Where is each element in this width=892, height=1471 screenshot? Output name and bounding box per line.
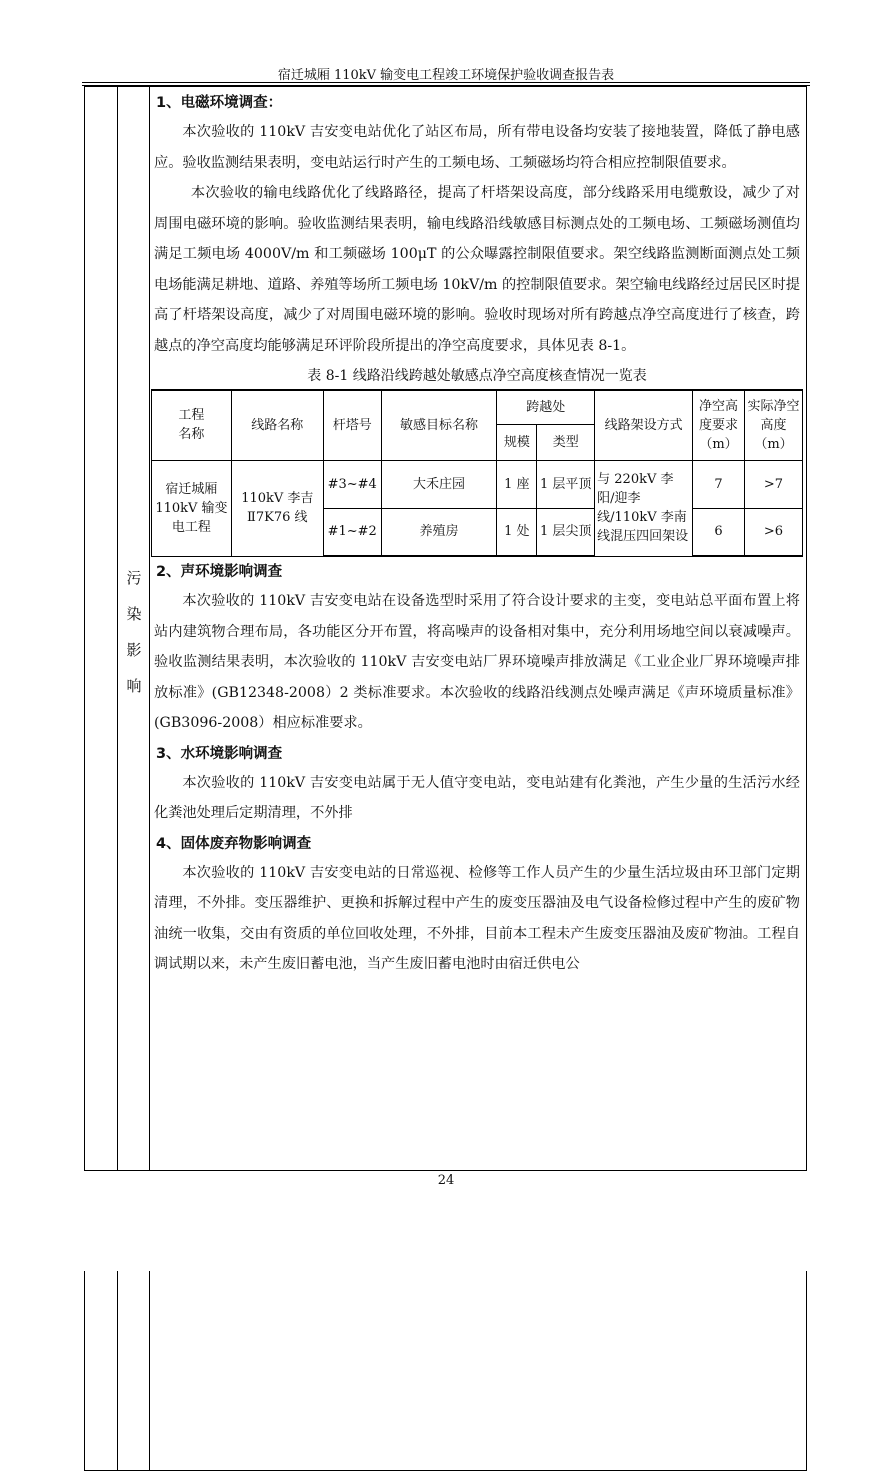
category-char: 影 [126,641,142,659]
header-tower: 杆塔号 [323,390,381,460]
header-erection: 线路架设方式 [595,390,693,460]
header-line-name: 线路名称 [231,390,323,460]
cell-required: 7 [693,460,745,508]
cell-actual: >6 [744,508,802,556]
header-crossing: 跨越处 [497,390,595,424]
cell-target: 大禾庄园 [381,460,497,508]
category-char: 响 [126,677,142,695]
category-char: 染 [126,605,142,623]
paragraph: 本次验收的 110kV 吉安变电站属于无人值守变电站，变电站建有化粪池，产生少量的生活污水经化粪池处理后定期清理，不外排 [154,774,800,821]
cell-target: 养殖房 [381,508,497,556]
cell-required: 6 [693,508,745,556]
frame-bottom-edge [84,1170,807,1171]
cell-erection: 与 220kV 李阳/迎李线/110kV 李南线混压四回架设 [595,460,693,556]
header-project: 工程 名称 [152,390,232,460]
paragraph: 本次验收的 110kV 吉安变电站的日常巡视、检修等工作人员产生的少量生活垃圾由环卫部门定期清理，不外排。变压器维护、更换和拆解过程中产生的废变压器油及电气设备检修过程中产生的废矿物油统一收集，交由有资质的单位回收处理，不外排，目前本工程未产生废变压器油及废矿物油。工程自调试期以来，未产生废旧蓄电池，当产生废旧蓄电池时由宿迁供电公 [154,864,800,972]
section-heading: 4、固体废弃物影响调查 [156,835,312,852]
header-type: 类型 [537,424,595,460]
content-area [152,88,802,980]
cell-type: 1 层尖顶 [537,508,595,556]
cell-line-name: 110kV 李吉 Ⅱ7K76 线 [231,460,323,556]
cell-actual: >7 [744,460,802,508]
table-caption: 表 8-1 线路沿线跨越处敏感点净空高度核查情况一览表 [307,368,647,384]
header-actual: 实际净空高度（m） [744,390,802,460]
header-rule [82,82,810,83]
paragraph: 本次验收的输电线路优化了线路路径，提高了杆塔架设高度，部分线路采用电缆敷设，减少了对周围电磁环境的影响。验收监测结果表明，输电线路沿线敏感目标测点处的工频电场、工频磁场测值均满足工频电场 4000V/m 和工频磁场 100μT 的公众曝露控制限值要求。架空线路监测断面测点处工频电场能满足耕地、道路、养殖等场所工频电场 10kV/m 的控制限值要求。架空输电线路经过居民区时提高了杆塔架设高度，减少了对周围电磁环境的影响。验收时现场对所有跨越点净空高度进行了核查，跨越点的净空高度均能够满足环评阶段所提出的净空高度要求，具体见表 8-1。 [154,185,800,354]
cell-scale: 1 处 [497,508,537,556]
section-heading: 3、水环境影响调查 [156,745,283,762]
cell-tower: #3~#4 [323,460,381,508]
header-scale: 规模 [497,424,537,460]
cell-tower: #1~#2 [323,508,381,556]
cell-type: 1 层平顶 [537,460,595,508]
section-heading: 1、电磁环境调查： [156,95,283,111]
document-header: 宿迁城厢 110kV 输变电工程竣工环境保护验收调查报告表 [277,68,615,83]
paragraph: 本次验收的 110kV 吉安变电站在设备选型时采用了符合设计要求的主变，变电站总平面布置上将站内建筑物合理布局，各功能区分开布置，将高噪声的设备相对集中，充分利用场地空间以衰减噪声。验收监测结果表明，本次验收的 110kV 吉安变电站厂界环境噪声排放满足《工业企业厂界环境噪声排放标准》(GB12348-2008）2 类标准要求。本次验收的线路沿线测点处噪声满足《声环境质量标准》(GB3096-2008）相应标准要求。 [154,593,800,731]
page-number: 24 [437,1173,455,1188]
cell-scale: 1 座 [497,460,537,508]
cell-project-name: 宿迁城厢 110kV 输变电工程 [152,460,232,556]
category-char: 污 [126,569,142,587]
category-label [118,560,150,704]
section-heading: 2、声环境影响调查 [156,564,283,580]
header-required: 净空高度要求（m） [693,390,745,460]
header-target: 敏感目标名称 [381,390,497,460]
crossing-table [151,389,803,557]
paragraph: 本次验收的 110kV 吉安变电站优化了站区布局，所有带电设备均安装了接地装置，降低了静电感应。验收监测结果表明，变电站运行时产生的工频电场、工频磁场均符合相应控制限值要求。 [154,124,800,171]
